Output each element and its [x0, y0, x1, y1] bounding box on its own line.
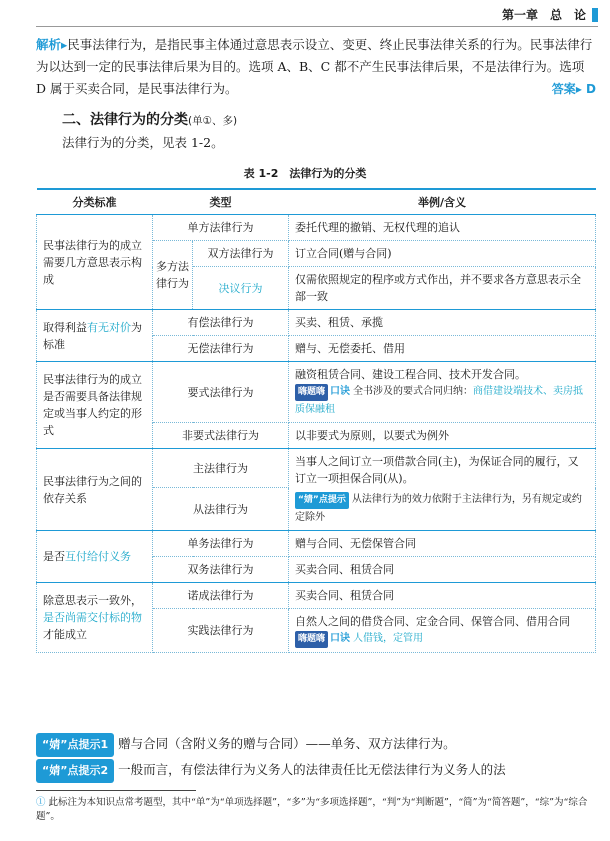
example-cell: 仅需依照规定的程序或方式作出，并不要求各方意思表示全部一致: [289, 267, 596, 310]
col-header: 举例/含义: [289, 189, 596, 215]
criterion-cell: [37, 531, 153, 583]
type-cell: 实践法律行为: [153, 609, 289, 653]
criterion-highlight: 是否尚需交付标的物: [43, 611, 142, 624]
classification-table: [36, 188, 596, 653]
mnemonic-text: 全书涉及的要式合同归纳：: [353, 386, 474, 397]
table-row: [37, 583, 596, 609]
type-cell: 无偿法律行为: [153, 336, 289, 362]
header-rule: [36, 26, 598, 27]
section-tags: (单①、多): [188, 115, 238, 127]
table-header-row: [37, 189, 596, 215]
tip-text: 一般而言，有偿法律行为义务人的法律责任比无偿法律行为义务人的法: [118, 762, 506, 777]
type-cell: 单方法律行为: [153, 215, 289, 241]
example-cell: [289, 609, 596, 653]
col-header: 类型: [153, 189, 289, 215]
type-cell: 从法律行为: [153, 488, 289, 531]
mnemonic-phrase: 商借建设端技术、卖房抵质保融租: [295, 386, 584, 415]
table-row: [37, 310, 596, 336]
type-cell: 双方法律行为: [193, 241, 289, 267]
type-cell: 主法律行为: [153, 449, 289, 488]
table-caption: 表 1-2 法律行为的分类: [243, 167, 367, 180]
criterion-cell: 民事法律行为之间的依存关系: [37, 449, 153, 531]
badge: 嗨题嗨: [295, 384, 328, 401]
chapter-header: [502, 6, 598, 23]
tip-text: 从法律行为的效力依附于主法律行为，另有规定或约定除外: [295, 494, 582, 523]
example-cell: 以非要式为原则，以要式为例外: [289, 423, 596, 449]
analysis-paragraph: [36, 34, 596, 100]
answer-value: D: [586, 82, 596, 96]
criterion-text: 取得利益: [43, 320, 87, 334]
table-row: [37, 215, 596, 241]
criterion-cell: [37, 583, 153, 653]
type-cell: 有偿法律行为: [153, 310, 289, 336]
table-row: [37, 362, 596, 423]
footnote: [36, 796, 596, 824]
criterion-text: 为标准: [43, 320, 142, 351]
arrow-icon: ▸: [61, 37, 68, 52]
type-cell: 单务法律行为: [153, 531, 289, 557]
tip: [295, 491, 589, 526]
section-title-text: 二、法律行为的分类: [62, 112, 188, 128]
badge: 嗨题嗨: [295, 631, 328, 648]
mnemonic: [295, 383, 589, 418]
analysis-text: 民事法律行为，是指民事主体通过意思表示设立、变更、终止民事法律关系的行为。民事法律行为以达到一定的民事法律后果为目的。选项 A、B、C 都不产生民事法律后果，不是法律行为。选项 D 属于买卖合同，是民事法律行为。: [36, 37, 593, 96]
example-text: 融资租赁合同、建设工程合同、技术开发合同。: [295, 368, 526, 381]
example-cell: 订立合同(赠与合同): [289, 241, 596, 267]
arrow-icon: ▸: [575, 82, 582, 96]
table-row: [37, 449, 596, 488]
type-cell: 非要式法律行为: [153, 423, 289, 449]
analysis-label: 解析: [36, 37, 62, 52]
mnemonic-phrase: 人借钱，定管用: [353, 633, 424, 644]
criterion-highlight: 互付给付义务: [65, 550, 131, 563]
footnote-text: 此标注为本知识点常考题型，其中“单”为“单项选择题”，“多”为“多项选择题”，“判”为“判断题”，“简”为“简答题”，“综”为“综合题”。: [36, 797, 588, 822]
tip-text: 赠与合同（含附义务的赠与合同）——单务、双方法律行为。: [118, 736, 456, 751]
answer: [552, 80, 596, 97]
example-text: 当事人之间订立一项借款合同(主)，为保证合同的履行，又订立一项担保合同(从)。: [295, 455, 579, 485]
criterion-text: 除意思表示一致外，: [43, 594, 142, 607]
tip-label: “婧”点提示: [295, 492, 349, 509]
example-cell: 委托代理的撤销、无权代理的追认: [289, 215, 596, 241]
criterion-cell: 民事法律行为的成立是否需要具备法律规定或当事人约定的形式: [37, 362, 153, 449]
tip-paragraph-1: [36, 733, 596, 757]
col-header: 分类标准: [37, 189, 153, 215]
example-cell: 赠与合同、无偿保管合同: [289, 531, 596, 557]
mnemonic-label: 口诀: [330, 386, 351, 397]
example-text: 自然人之间的借贷合同、定金合同、保管合同、借用合同: [295, 615, 570, 628]
example-cell: 赠与、无偿委托、借用: [289, 336, 596, 362]
criterion-text: 才能成立: [43, 628, 87, 641]
example-cell: [289, 362, 596, 423]
criterion-cell: [37, 310, 153, 362]
answer-label: 答案: [551, 82, 576, 96]
mnemonic-label: 口诀: [330, 633, 351, 644]
header-bar-icon: [592, 8, 598, 22]
example-cell: 买卖合同、租赁合同: [289, 557, 596, 583]
tip-paragraph-2: [36, 759, 596, 783]
criterion-cell: 民事法律行为的成立需要几方意思表示构成: [37, 215, 153, 310]
type-cell: 要式法律行为: [153, 362, 289, 423]
example-cell: 买卖合同、租赁合同: [289, 583, 596, 609]
chapter-title: 第一章 总 论: [501, 8, 586, 22]
section-title: [62, 109, 237, 129]
footnote-rule: [36, 790, 196, 791]
mnemonic: [295, 630, 589, 648]
footnote-mark: ①: [36, 797, 46, 808]
type-cell: 决议行为: [193, 267, 289, 310]
criterion-highlight: 有无对价: [87, 320, 131, 334]
section-intro: 法律行为的分类，见表 1-2。: [62, 135, 224, 150]
example-cell: 买卖、租赁、承揽: [289, 310, 596, 336]
type-cell: 诺成法律行为: [153, 583, 289, 609]
tip-label: “婧”点提示1: [36, 733, 114, 757]
type-group-cell: 多方法律行为: [153, 241, 193, 310]
type-cell: 双务法律行为: [153, 557, 289, 583]
tip-label: “婧”点提示2: [36, 759, 114, 783]
table-row: [37, 531, 596, 557]
example-cell: [289, 449, 596, 531]
criterion-text: 是否: [43, 550, 65, 563]
